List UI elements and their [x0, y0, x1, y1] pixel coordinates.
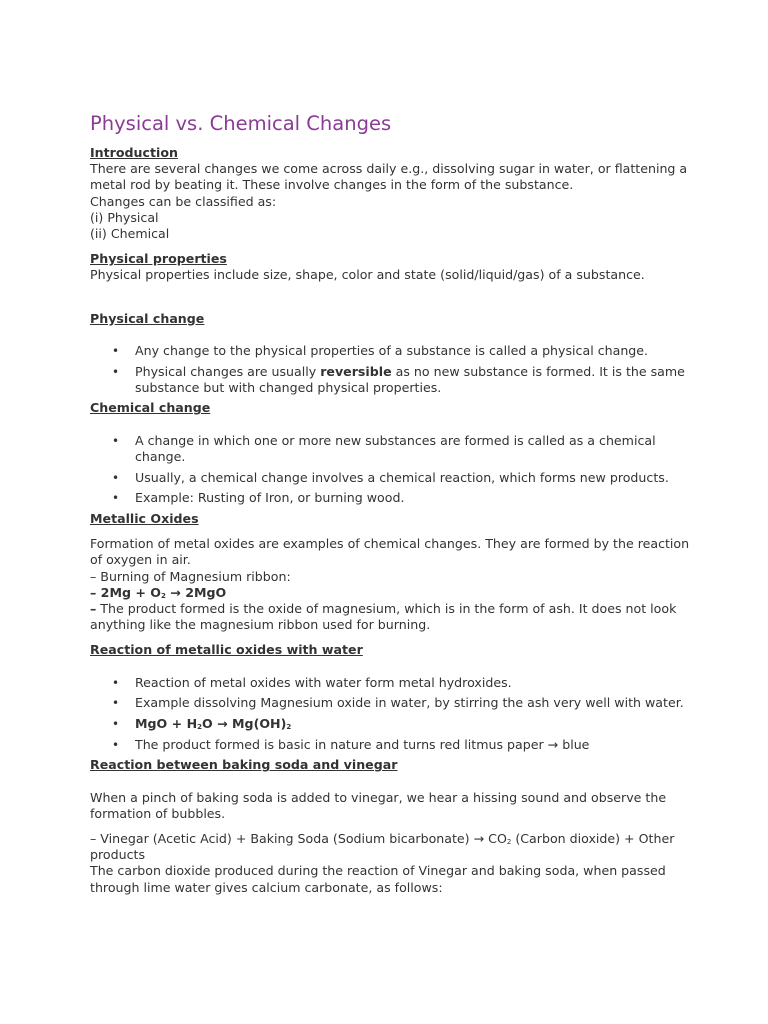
spacer: [90, 527, 690, 536]
chemical-change-heading: Chemical change: [90, 400, 211, 416]
page-title: Physical vs. Chemical Changes: [90, 112, 392, 135]
physical-change-bullet-2-post: as no new substance is formed. It is the same substance but with changed physical properties.: [135, 363, 685, 395]
bullet-icon: •: [112, 737, 120, 752]
product-dash: –: [90, 600, 97, 616]
reversible-emphasis: reversible: [320, 363, 392, 379]
physical-properties-heading: Physical properties: [90, 251, 227, 267]
product-description: The product formed is the oxide of magnesium, which is in the form of ash. It does not look anything like the magnesium ribbon used for burning.: [90, 600, 677, 633]
oxides-water-bullet-2: Example dissolving Magnesium oxide in water, by stirring the ash very well with water.: [135, 695, 684, 711]
baking-soda-text-1: When a pinch of baking soda is added to vinegar, we hear a hissing sound and observe the formation of bubbles.: [90, 789, 667, 821]
list-item: [90, 737, 690, 753]
oxides-water-list: [90, 675, 690, 753]
bullet-icon: •: [112, 696, 120, 711]
equation-part: – 2Mg + O: [90, 584, 162, 600]
introduction-item-chemical: (ii) Chemical: [90, 226, 170, 242]
bullet-icon: •: [112, 716, 120, 731]
physical-change-bullet-1: Any change to the physical properties of a substance is called a physical change.: [135, 342, 649, 358]
list-item: [90, 675, 690, 691]
bullet-icon: •: [112, 675, 120, 690]
introduction-item-physical: (i) Physical: [90, 209, 159, 225]
spacer: [90, 633, 690, 642]
oxides-water-bullet-1: Reaction of metal oxides with water form metal hydroxides.: [135, 674, 512, 690]
list-item: [90, 343, 690, 359]
introduction-classified: Changes can be classified as:: [90, 193, 277, 209]
burning-magnesium-label: – Burning of Magnesium ribbon:: [90, 568, 291, 584]
bullet-icon: •: [112, 343, 120, 358]
equation-part: MgO + H: [135, 715, 198, 731]
equation-subscript: 2: [286, 722, 292, 731]
physical-change-bullet-2-pre: Physical changes are usually: [135, 363, 321, 379]
list-item: [90, 695, 690, 711]
physical-change-list: [90, 343, 690, 396]
equation-part: O → Mg(OH): [202, 715, 287, 731]
oxides-water-heading: Reaction of metallic oxides with water: [90, 642, 363, 658]
bullet-icon: •: [112, 470, 120, 485]
spacer: [90, 659, 690, 675]
spacer: [90, 774, 690, 790]
spacer: [90, 417, 690, 433]
chemical-change-bullet-2: Usually, a chemical change involves a chemical reaction, which forms new products.: [135, 469, 669, 485]
document-page: [90, 112, 690, 896]
bullet-icon: •: [112, 433, 120, 448]
equation-subscript: 2: [197, 722, 202, 731]
list-item: [90, 490, 690, 506]
introduction-text: There are several changes we come across daily e.g., dissolving sugar in water, or flattening a metal rod by beating it. These involve changes in the form of the substance.: [90, 161, 688, 193]
chemical-change-bullet-3: Example: Rusting of Iron, or burning wood.: [135, 490, 405, 506]
oxides-water-bullet-4: The product formed is basic in nature and turns red litmus paper → blue: [135, 736, 590, 752]
baking-soda-text-2: The carbon dioxide produced during the reaction of Vinegar and baking soda, when passed through lime water gives calcium carbonate, as follows:: [90, 863, 666, 895]
physical-change-heading: Physical change: [90, 310, 205, 326]
bullet-icon: •: [112, 491, 120, 506]
introduction-heading: Introduction: [90, 145, 178, 160]
list-item: [90, 716, 690, 732]
spacer: [90, 327, 690, 343]
baking-soda-reaction: [90, 831, 690, 863]
bullet-icon: •: [112, 364, 120, 379]
equation-part: → 2MgO: [165, 584, 227, 600]
spacer: [90, 284, 690, 311]
magnesium-product-text: [90, 601, 690, 633]
hydroxide-equation: [135, 716, 291, 731]
physical-properties-text: Physical properties include size, shape, color and state (solid/liquid/gas) of a substance.: [90, 267, 645, 283]
reaction-part: (Carbon dioxide) + Other products: [90, 831, 675, 863]
metallic-oxides-text: Formation of metal oxides are examples of chemical changes. They are formed by the reaction of oxygen in air.: [90, 536, 690, 568]
reaction-subscript: 2: [506, 838, 512, 846]
magnesium-equation: [90, 585, 690, 601]
spacer: [90, 242, 690, 251]
list-item: [90, 364, 690, 396]
reaction-part: – Vinegar (Acetic Acid) + Baking Soda (Sodium bicarbonate) → CO: [90, 831, 507, 846]
spacer: [90, 822, 690, 831]
metallic-oxides-heading: Metallic Oxides: [90, 510, 199, 526]
list-item: [90, 470, 690, 486]
baking-soda-heading: Reaction between baking soda and vinegar: [90, 757, 398, 773]
list-item: [90, 433, 690, 465]
chemical-change-list: [90, 433, 690, 507]
equation-subscript: 2: [161, 591, 166, 600]
chemical-change-bullet-1: A change in which one or more new substances are formed is called as a chemical change.: [135, 432, 656, 464]
